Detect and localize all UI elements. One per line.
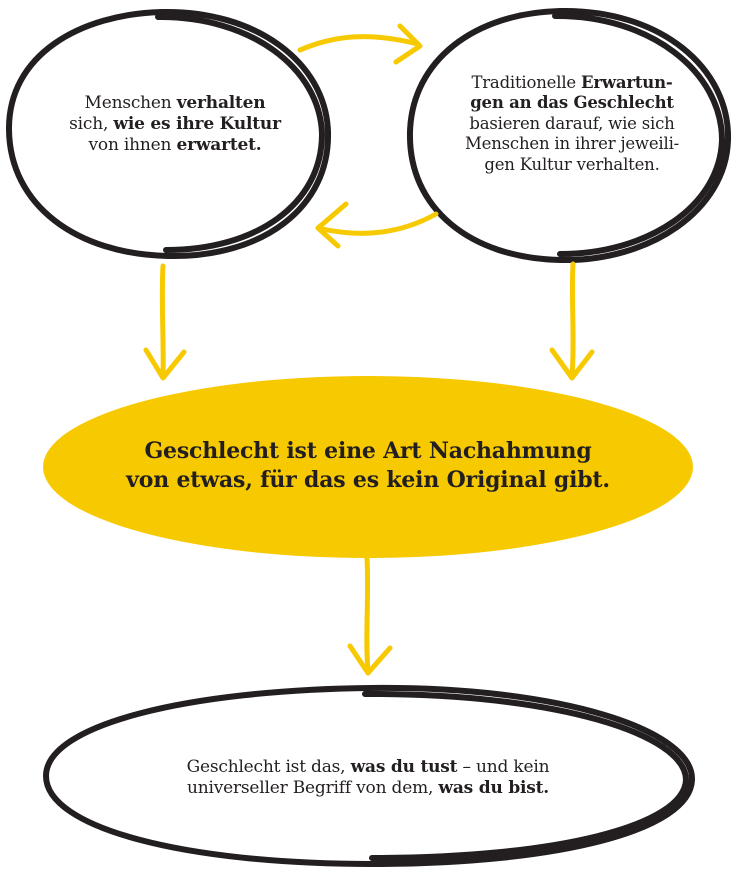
text-segment: universeller Begriff von dem, (186, 778, 439, 799)
emphasis-text: was du tust (350, 757, 458, 777)
arrow-return-head (318, 204, 346, 246)
arrow-return (318, 214, 436, 233)
arrow-down-bottom (367, 558, 368, 672)
emphasis-text: was du bist. (438, 778, 550, 799)
node-left-text (40, 93, 310, 156)
text-segment: von ihnen (88, 135, 177, 156)
emphasis-text: von etwas, für das es kein Original gibt. (126, 466, 610, 493)
arrow-down-right (572, 264, 573, 376)
emphasis-text: gen an das Geschlecht (470, 93, 674, 113)
emphasis-text: wie es ihre Kultur (113, 114, 281, 135)
emphasis-text: verhalten (176, 93, 266, 113)
text-segment: Geschlecht ist das, (186, 757, 351, 777)
text-segment: sich, (69, 114, 114, 135)
text-segment: gen Kultur verhalten. (484, 154, 660, 174)
text-segment: Menschen in ihrer jeweili- (464, 134, 680, 154)
arrow-top (300, 37, 418, 50)
bottom-conclusion (100, 757, 636, 799)
arrow-down-bottom-head (350, 646, 390, 673)
text-segment: Menschen (84, 93, 177, 113)
text-segment: basieren darauf, wie sich (469, 113, 675, 133)
arrow-down-left (162, 266, 163, 376)
central-statement (60, 437, 676, 494)
emphasis-text: erwartet. (176, 135, 262, 156)
emphasis-text: Geschlecht ist eine Art Nachahmung (144, 438, 592, 464)
text-segment: – und kein (457, 757, 550, 777)
text-segment: Traditionelle (471, 73, 582, 92)
node-right-text (426, 73, 718, 175)
emphasis-text: Erwartun- (581, 73, 673, 92)
